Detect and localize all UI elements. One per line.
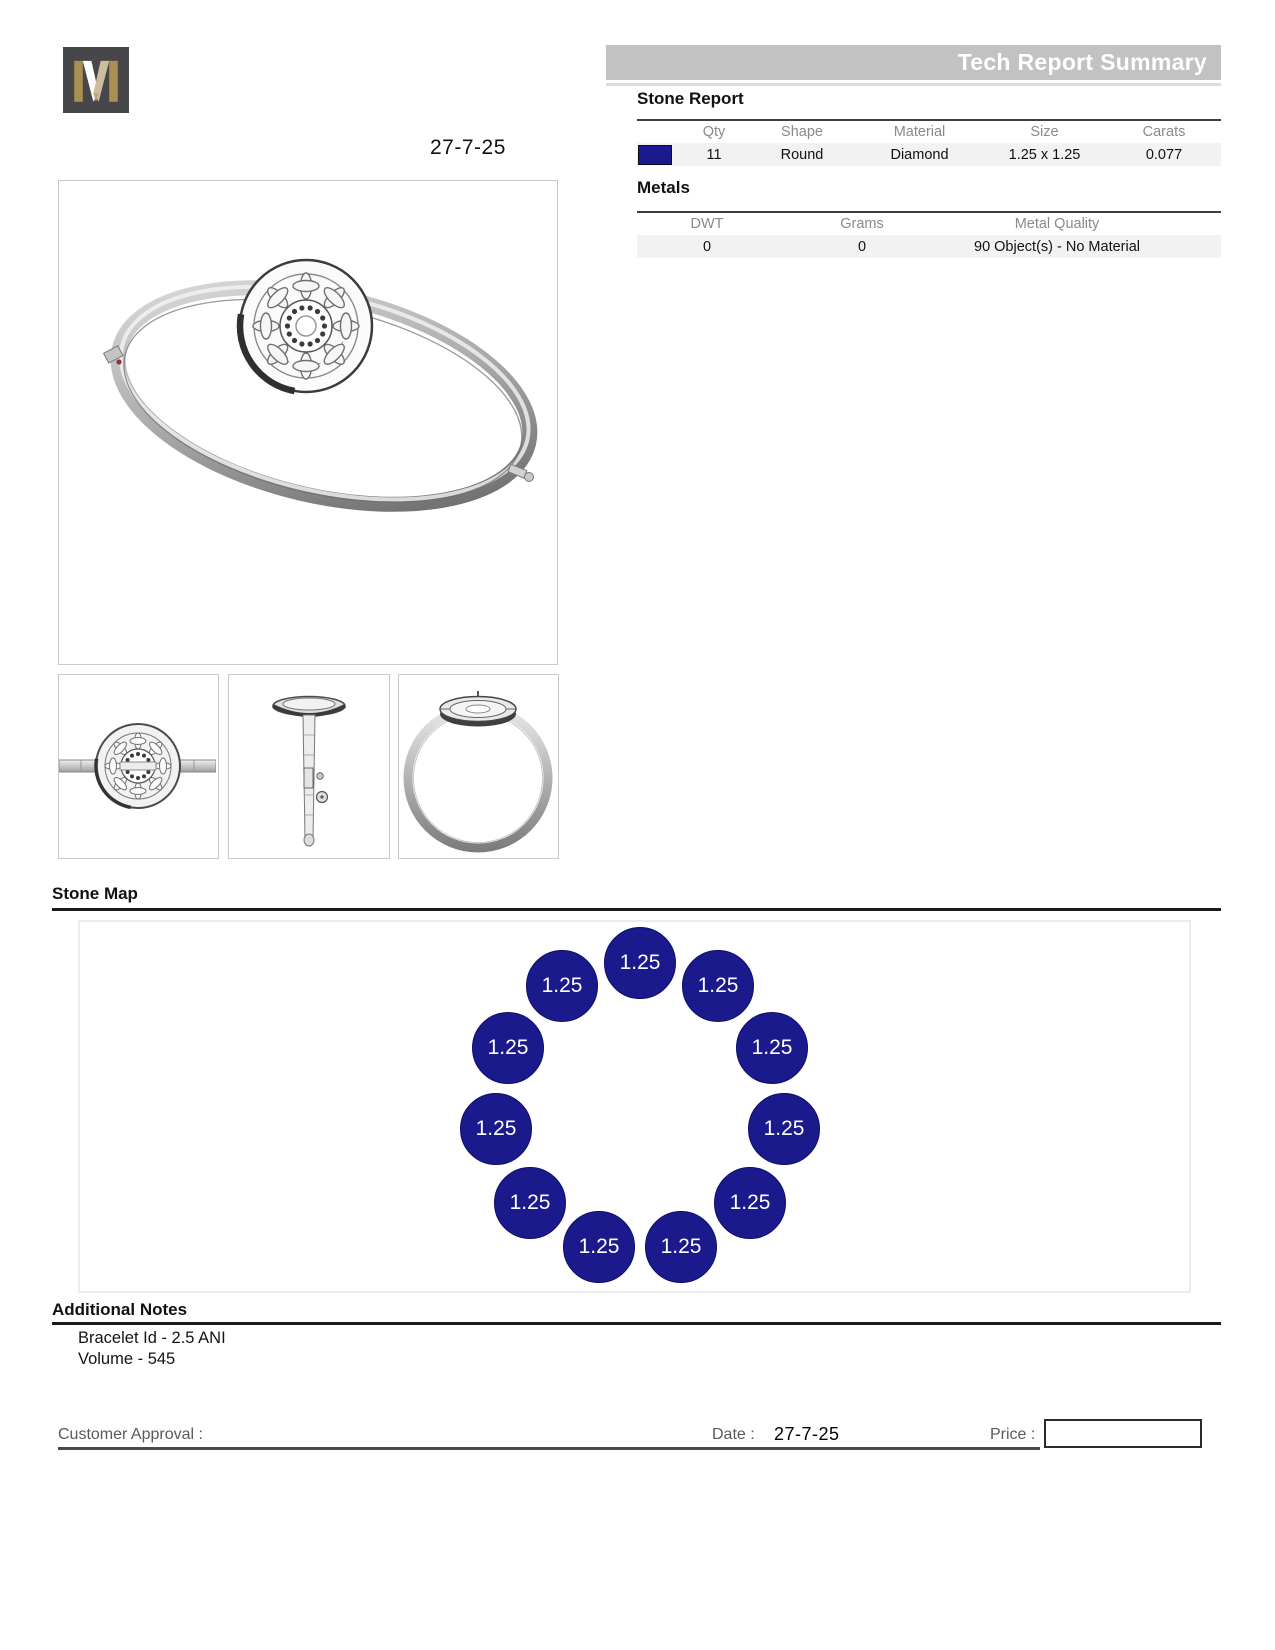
- col-grams: Grams: [840, 216, 884, 232]
- metals-heading: Metals: [637, 178, 690, 197]
- metals-data-row: [637, 235, 1221, 258]
- ring-view-render-icon: [399, 675, 556, 856]
- col-carats: Carats: [1142, 124, 1186, 140]
- additional-notes-heading: Additional Notes: [52, 1300, 188, 1319]
- metals-table: [637, 211, 1221, 258]
- stone-color-swatch: [638, 145, 672, 165]
- thumbnail-top-view: [398, 674, 559, 859]
- stone-report-data-row: [637, 143, 1221, 166]
- report-title-bar: Tech Report Summary: [606, 45, 1221, 80]
- brand-logo: [63, 47, 129, 113]
- date-label: Date :: [712, 1426, 755, 1443]
- stone-3: 1.25: [736, 1012, 808, 1084]
- stone-map-canvas: [78, 920, 1191, 1293]
- stone-report-header-row: [637, 121, 1221, 143]
- stone-report-heading: Stone Report: [637, 89, 744, 108]
- metals-quality-value: 90 Object(s) - No Material: [974, 238, 1140, 255]
- signature-line: [58, 1447, 1040, 1450]
- stone-5: 1.25: [714, 1167, 786, 1239]
- thumbnail-side-view: [228, 674, 390, 859]
- stone-report-table: [637, 119, 1221, 166]
- stone-7: 1.25: [563, 1211, 635, 1283]
- thumbnail-front-view: [58, 674, 219, 859]
- metals-dwt-value: 0: [702, 238, 712, 255]
- note-line-volume: Volume - 545: [78, 1350, 176, 1368]
- stone-carats-value: 0.077: [1145, 146, 1183, 163]
- bracelet-3d-render-icon: [59, 181, 555, 662]
- stone-8: 1.25: [494, 1167, 566, 1239]
- stone-size-value: 1.25 x 1.25: [1008, 146, 1081, 163]
- front-view-render-icon: [59, 675, 216, 856]
- m-logo-icon: [63, 47, 129, 113]
- title-bar-underline: [606, 83, 1221, 86]
- bracelet-render-main: [58, 180, 558, 665]
- col-qty: Qty: [702, 124, 726, 140]
- col-metal-quality: Metal Quality: [1014, 216, 1100, 232]
- stone-map-heading: Stone Map: [52, 884, 138, 903]
- price-label: Price :: [990, 1426, 1036, 1443]
- stone-map-underline: [52, 908, 1221, 911]
- additional-notes-body: [78, 1328, 226, 1370]
- side-view-render-icon: [229, 675, 387, 856]
- col-material: Material: [893, 124, 946, 140]
- stone-shape-value: Round: [780, 146, 824, 163]
- stone-4: 1.25: [748, 1093, 820, 1165]
- note-line-bracelet-id: Bracelet Id - 2.5 ANI: [78, 1329, 226, 1347]
- col-size: Size: [1030, 124, 1059, 140]
- metals-header-row: [637, 213, 1221, 235]
- col-shape: Shape: [781, 124, 823, 140]
- metals-grams-value: 0: [857, 238, 867, 255]
- price-input-box[interactable]: [1044, 1419, 1202, 1448]
- col-dwt: DWT: [690, 216, 724, 232]
- stone-material-value: Diamond: [890, 146, 949, 163]
- stone-9: 1.25: [460, 1093, 532, 1165]
- additional-notes-underline: [52, 1322, 1221, 1325]
- report-date-top: 27-7-25: [430, 136, 506, 159]
- stone-6: 1.25: [645, 1211, 717, 1283]
- customer-approval-label: Customer Approval :: [58, 1426, 203, 1443]
- stone-10: 1.25: [472, 1012, 544, 1084]
- date-value: 27-7-25: [774, 1424, 840, 1444]
- stone-11: 1.25: [526, 950, 598, 1022]
- stone-1: 1.25: [604, 927, 676, 999]
- stone-2: 1.25: [682, 950, 754, 1022]
- stone-qty-value: 11: [706, 146, 722, 163]
